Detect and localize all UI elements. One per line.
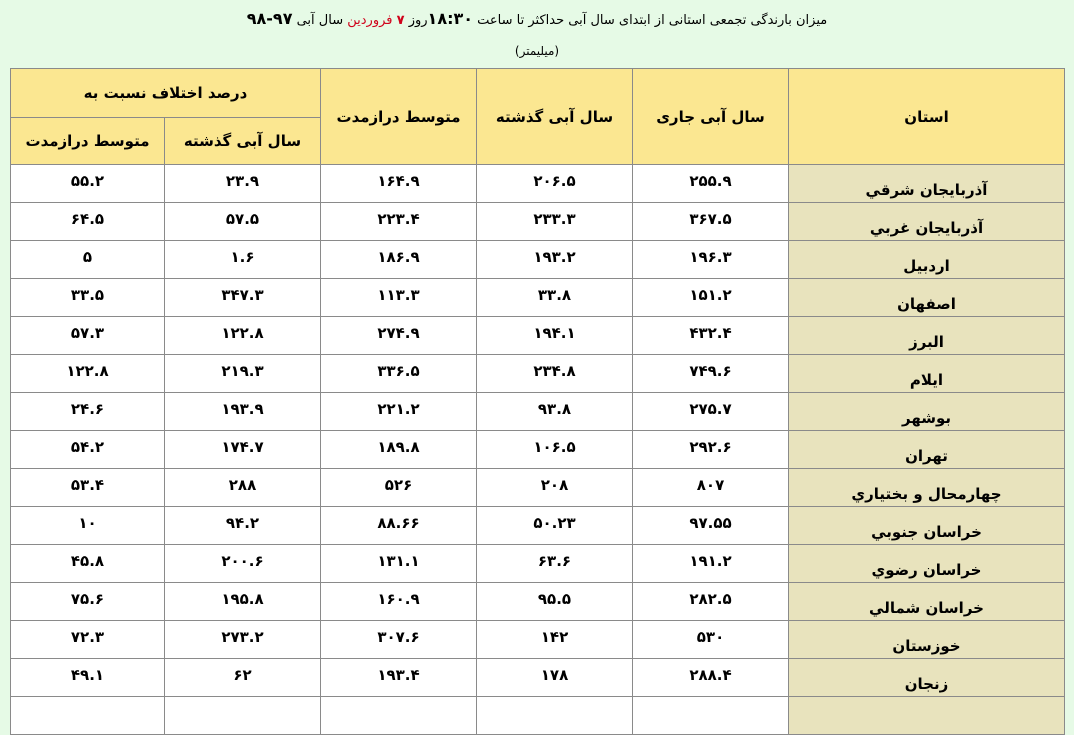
last-year-cell: ۱۴۲ [477,621,633,659]
title-time: ۱۸:۳۰ [427,9,474,28]
diff-last-year-cell [165,697,321,735]
diff-long-term-cell: ۴۹.۱ [11,659,165,697]
long-term-cell: ۵۲۶ [321,469,477,507]
diff-last-year-cell: ۶۲ [165,659,321,697]
diff-long-term-cell [11,697,165,735]
long-term-cell: ۲۷۴.۹ [321,317,477,355]
diff-last-year-cell: ۱۲۲.۸ [165,317,321,355]
long-term-cell: ۱۸۶.۹ [321,241,477,279]
page-title [0,7,1074,33]
diff-long-term-cell: ۱۲۲.۸ [11,355,165,393]
long-term-cell: ۱۱۳.۳ [321,279,477,317]
long-term-cell: ۱۳۱.۱ [321,545,477,583]
long-term-cell: ۱۶۴.۹ [321,165,477,203]
current-year-cell: ۴۳۲.۴ [633,317,789,355]
last-year-cell: ۱۹۳.۲ [477,241,633,279]
diff-last-year-cell: ۲۷۳.۲ [165,621,321,659]
last-year-cell: ۶۳.۶ [477,545,633,583]
last-year-cell [477,697,633,735]
title-year-label: سال آبی [296,13,344,28]
province-cell: اردبيل [789,241,1065,279]
current-year-cell: ۲۸۲.۵ [633,583,789,621]
title-day-number: ۷ [396,13,405,28]
table-row [11,545,1065,583]
current-year-cell [633,697,789,735]
last-year-cell: ۱۷۸ [477,659,633,697]
table-row [11,469,1065,507]
diff-last-year-cell: ۱.۶ [165,241,321,279]
header-diff-last-year: سال آبی گذشته [165,118,321,165]
province-cell: زنجان [789,659,1065,697]
table-row [11,659,1065,697]
long-term-cell: ۱۸۹.۸ [321,431,477,469]
current-year-cell: ۳۶۷.۵ [633,203,789,241]
diff-long-term-cell: ۷۲.۳ [11,621,165,659]
diff-long-term-cell: ۲۴.۶ [11,393,165,431]
current-year-cell: ۲۸۸.۴ [633,659,789,697]
last-year-cell: ۱۰۶.۵ [477,431,633,469]
current-year-cell: ۸۰۷ [633,469,789,507]
table-row [11,203,1065,241]
last-year-cell: ۹۳.۸ [477,393,633,431]
table-row [11,241,1065,279]
province-cell: خوزستان [789,621,1065,659]
diff-long-term-cell: ۵۴.۲ [11,431,165,469]
table-row [11,393,1065,431]
diff-last-year-cell: ۳۴۷.۳ [165,279,321,317]
province-cell: البرز [789,317,1065,355]
last-year-cell: ۲۰۸ [477,469,633,507]
diff-long-term-cell: ۵۷.۳ [11,317,165,355]
last-year-cell: ۳۳.۸ [477,279,633,317]
current-year-cell: ۷۴۹.۶ [633,355,789,393]
diff-last-year-cell: ۱۹۳.۹ [165,393,321,431]
current-year-cell: ۲۷۵.۷ [633,393,789,431]
header-current-year: سال آبی جاری [633,69,789,165]
current-year-cell: ۲۵۵.۹ [633,165,789,203]
diff-last-year-cell: ۹۴.۲ [165,507,321,545]
long-term-cell: ۱۶۰.۹ [321,583,477,621]
table-row [11,165,1065,203]
long-term-cell: ۲۲۱.۲ [321,393,477,431]
province-cell: آذربایجان غربي [789,203,1065,241]
province-cell: خراسان شمالي [789,583,1065,621]
last-year-cell: ۲۳۳.۳ [477,203,633,241]
header-province: استان [789,69,1065,165]
current-year-cell: ۹۷.۵۵ [633,507,789,545]
last-year-cell: ۱۹۴.۱ [477,317,633,355]
long-term-cell: ۳۳۶.۵ [321,355,477,393]
long-term-cell: ۲۲۳.۴ [321,203,477,241]
header-last-year: سال آبی گذشته [477,69,633,165]
table-row [11,621,1065,659]
current-year-cell: ۲۹۲.۶ [633,431,789,469]
last-year-cell: ۵۰.۲۳ [477,507,633,545]
last-year-cell: ۹۵.۵ [477,583,633,621]
rainfall-table [10,68,1065,735]
diff-long-term-cell: ۱۰ [11,507,165,545]
table-row [11,697,1065,735]
long-term-cell: ۱۹۳.۴ [321,659,477,697]
diff-last-year-cell: ۲۰۰.۶ [165,545,321,583]
diff-long-term-cell: ۷۵.۶ [11,583,165,621]
header-long-term: متوسط درازمدت [321,69,477,165]
province-cell: آذربایجان شرقي [789,165,1065,203]
province-cell: ايلام [789,355,1065,393]
last-year-cell: ۲۰۶.۵ [477,165,633,203]
title-day-word: روز [408,13,428,28]
table-row [11,507,1065,545]
header-diff-group: درصد اختلاف نسبت به [11,69,321,118]
province-cell: بوشهر [789,393,1065,431]
diff-long-term-cell: ۳۳.۵ [11,279,165,317]
diff-last-year-cell: ۱۷۴.۷ [165,431,321,469]
province-cell: چهارمحال و بختياري [789,469,1065,507]
current-year-cell: ۱۹۱.۲ [633,545,789,583]
title-month: فروردین [347,13,393,28]
table-row [11,431,1065,469]
province-cell [789,697,1065,735]
long-term-cell [321,697,477,735]
diff-long-term-cell: ۵ [11,241,165,279]
unit-subtitle: (میلیمتر) [514,44,560,58]
current-year-cell: ۵۳۰ [633,621,789,659]
long-term-cell: ۳۰۷.۶ [321,621,477,659]
table-row [11,317,1065,355]
title-prefix: میزان بارندگی تجمعی استانی از ابتدای سال آبی حداکثر تا ساعت [477,13,828,28]
current-year-cell: ۱۵۱.۲ [633,279,789,317]
table-row [11,583,1065,621]
diff-last-year-cell: ۱۹۵.۸ [165,583,321,621]
province-cell: اصفهان [789,279,1065,317]
header-diff-long-term: متوسط درازمدت [11,118,165,165]
current-year-cell: ۱۹۶.۳ [633,241,789,279]
diff-last-year-cell: ۲۳.۹ [165,165,321,203]
diff-last-year-cell: ۵۷.۵ [165,203,321,241]
long-term-cell: ۸۸.۶۶ [321,507,477,545]
province-cell: تهران [789,431,1065,469]
diff-long-term-cell: ۵۳.۴ [11,469,165,507]
title-year: ۹۷-۹۸ [246,9,293,28]
province-cell: خراسان جنوبي [789,507,1065,545]
diff-long-term-cell: ۵۵.۲ [11,165,165,203]
province-cell: خراسان رضوي [789,545,1065,583]
diff-last-year-cell: ۲۸۸ [165,469,321,507]
last-year-cell: ۲۳۴.۸ [477,355,633,393]
diff-long-term-cell: ۶۴.۵ [11,203,165,241]
diff-last-year-cell: ۲۱۹.۳ [165,355,321,393]
table-row [11,279,1065,317]
diff-long-term-cell: ۴۵.۸ [11,545,165,583]
table-row [11,355,1065,393]
